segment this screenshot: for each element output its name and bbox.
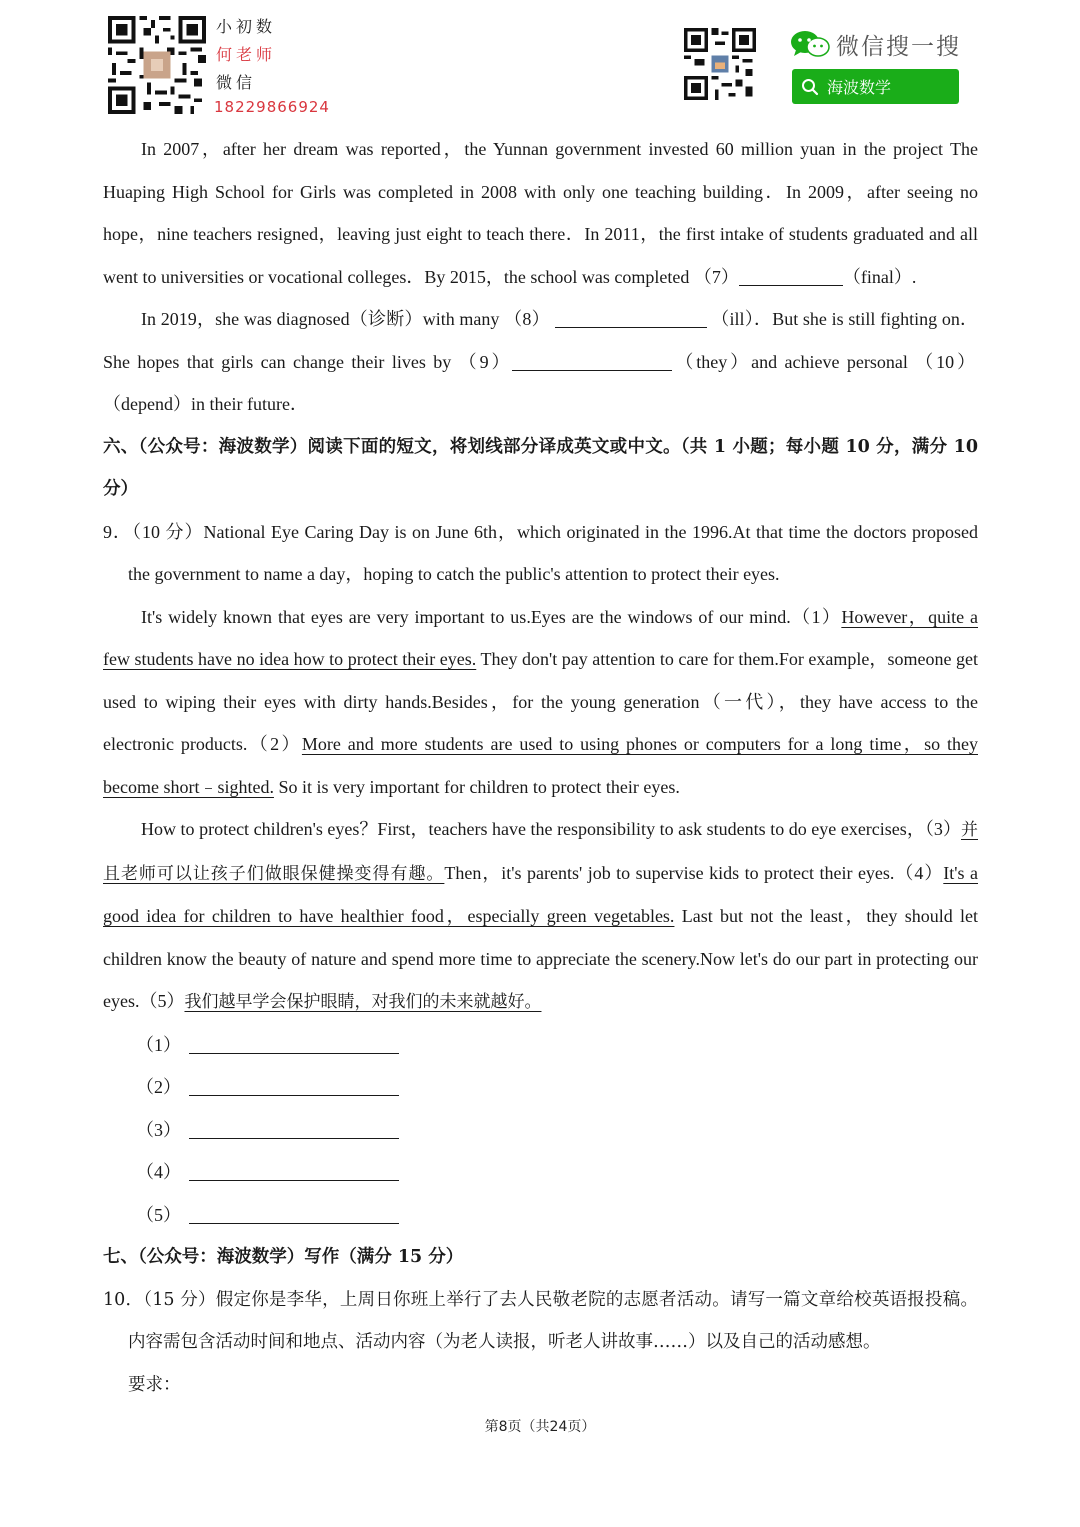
page-header: [0, 0, 1080, 125]
handwritten-note-line3: 微信: [216, 73, 257, 92]
section-7-heading: 七、（公众号：海波数学）写作（满分 15 分）: [103, 1247, 464, 1267]
question-10-text: 10．（15 分）假定你是李华，上周日你班上举行了去人民敬老院的志愿者活动。请写一篇文章给校英语报投稿。内容需包含活动时间和地点、活动内容（为老人读报，听老人讲故事……）以及自己的活动感想。: [103, 1289, 978, 1352]
answer-line-4: [103, 1151, 978, 1194]
search-button-label: 海波数学: [827, 78, 892, 97]
answer-label-1: （1）: [136, 1034, 181, 1055]
underlined-sentence-2: More and more students are used to using phones or computers for a long time，so they become short﹣sighted.: [103, 734, 978, 797]
answer-label-3: （3）: [136, 1119, 181, 1140]
answer-label-5: （5）: [136, 1204, 181, 1225]
passage-paragraph-1: [103, 128, 978, 298]
passage-text: In 2019，she was diagnosed（诊断）with many: [141, 309, 500, 329]
wechat-icon: [790, 30, 830, 58]
handwritten-phone: 18229866924: [214, 98, 330, 116]
handwritten-note-line1: 小初数: [216, 17, 277, 36]
passage-text: （depend）in their future．: [103, 394, 308, 414]
search-icon: [801, 78, 819, 96]
answer-line-1: [103, 1024, 978, 1067]
answer-line-2: [103, 1066, 978, 1109]
answer-line-5: [103, 1194, 978, 1237]
answer-blank-5[interactable]: [189, 1205, 399, 1224]
passage-text: （they）and achieve personal: [672, 351, 908, 372]
blank-hint-7: （final）.: [842, 266, 917, 287]
passage-text: So it is very important for children to protect their eyes.: [273, 776, 680, 797]
handwritten-note-line2: 何老师: [216, 45, 277, 64]
blank-9[interactable]: [512, 352, 672, 371]
answer-label-2: （2）: [136, 1077, 181, 1097]
underlined-sentence-1: However，quite a few students have no idea how to protect their eyes.: [103, 606, 978, 669]
wechat-search-button[interactable]: [792, 69, 959, 104]
page-content: [103, 128, 978, 1406]
answer-blank-1[interactable]: [189, 1035, 399, 1054]
answer-line-3: [103, 1109, 978, 1152]
answer-blank-2[interactable]: [189, 1077, 399, 1096]
blank-number-9: （9）: [458, 351, 513, 372]
passage-text: How to protect children's eyes？First，teachers have the responsibility to ask students to do eye exercises，（3）: [141, 819, 961, 839]
passage-paragraph-2: [103, 298, 978, 426]
page-number: 第8页（共24页）: [484, 1419, 596, 1435]
blank-number-7: （7）: [693, 266, 739, 287]
wechat-search-label: 微信搜一搜: [836, 34, 961, 60]
qr-code-right: [684, 28, 756, 100]
passage-text: They don't pay attention to care for them.For example，someone get used to wiping their eyes with dirty hands.Besides，for the young generation（一代），they have access to the electronic products.（2）: [103, 649, 978, 754]
passage-text: （ill）．But she is still fighting on．She hopes that girls can change their lives by: [103, 309, 979, 372]
blank-number-10: （10）: [915, 351, 979, 372]
underlined-sentence-3: 并且老师可以让孩子们做眼保健操变得有趣。: [103, 820, 978, 884]
answer-blank-4[interactable]: [189, 1162, 399, 1181]
passage-text: Last but not the least，they should let children know the beauty of nature and spend more time to appreciate the scenery.Now let's do our part in protecting our eyes.（5）: [103, 906, 978, 1011]
blank-8[interactable]: [555, 309, 707, 328]
answer-blank-3[interactable]: [189, 1120, 399, 1139]
q9-paragraph-2: [103, 808, 978, 1024]
answer-label-4: （4）: [136, 1162, 181, 1182]
blank-7[interactable]: [739, 267, 843, 286]
section-6-heading: 六、（公众号：海波数学）阅读下面的短文，将划线部分译成英文或中文。（共 1 小题；每小题 10 分，满分 10 分）: [103, 436, 978, 499]
underlined-sentence-5: 我们越早学会保护眼睛，对我们的未来就越好。: [184, 992, 542, 1012]
passage-text: In 2007，after her dream was reported，the Yunnan government invested 60 million yuan in the project The Huaping High School for Girls was completed in 2008 with only one teaching building．In 2009，after seeing no hope，nine teachers resigned，leaving just eight to teach there．In 2011，the first intake of students graduated and all went to universities or vocational colleges．By 2015，the school was completed: [103, 139, 978, 287]
blank-number-8: （8）: [504, 309, 550, 329]
passage-text: It's widely known that eyes are very important to us.Eyes are the windows of our mind.（1）: [141, 606, 842, 627]
question-9-intro: 9．（10 分）National Eye Caring Day is on June 6th，which originated in the 1996.At that time the doctors proposed the government to name a day，hoping to catch the public's attention to protect their eyes.: [103, 521, 978, 584]
question-10-requirements: 要求：: [128, 1374, 181, 1395]
qr-code-left: [108, 16, 206, 114]
q9-paragraph-1: [103, 596, 978, 809]
underlined-sentence-4: It's a good idea for children to have healthier food，especially green vegetables.: [103, 862, 978, 926]
passage-text: Then，it's parents' job to supervise kids to protect their eyes.（4）: [444, 862, 944, 883]
